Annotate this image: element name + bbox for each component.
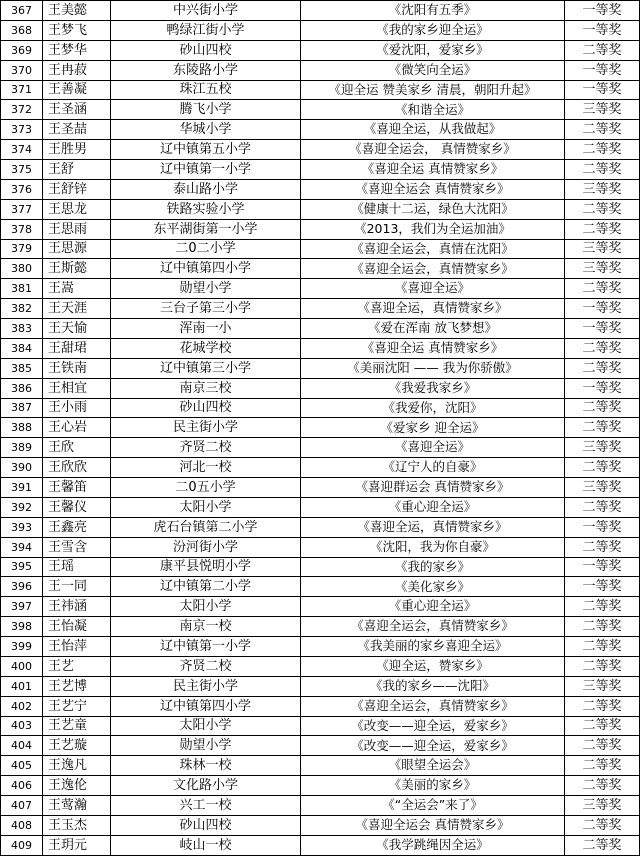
work-title-cell: 《喜迎全运，从我做起》 [301, 120, 565, 140]
work-title-cell: 《美丽的家乡》 [301, 776, 565, 796]
student-name-cell: 王欣 [43, 438, 111, 458]
serial-number-cell: 369 [1, 40, 43, 60]
table-row [1, 716, 640, 736]
table-row [1, 20, 640, 40]
student-name-cell: 王胜男 [43, 140, 111, 160]
work-title-cell: 《微笑向全运》 [301, 60, 565, 80]
school-cell: 中兴街小学 [111, 1, 301, 21]
award-level-cell: 二等奖 [565, 358, 640, 378]
table-row [1, 279, 640, 299]
award-level-cell: 三等奖 [565, 239, 640, 259]
work-title-cell: 《喜迎全运，真情赞家乡》 [301, 299, 565, 319]
serial-number-cell: 403 [1, 716, 43, 736]
serial-number-cell: 375 [1, 160, 43, 180]
work-title-cell: 《我爱你，沈阳》 [301, 398, 565, 418]
serial-number-cell: 387 [1, 398, 43, 418]
student-name-cell: 王艺 [43, 656, 111, 676]
award-level-cell: 一等奖 [565, 517, 640, 537]
school-cell: 砂山四校 [111, 40, 301, 60]
work-title-cell: 《爱在浑南 放飞梦想》 [301, 319, 565, 339]
serial-number-cell: 396 [1, 577, 43, 597]
work-title-cell: 《我的家乡——沈阳》 [301, 676, 565, 696]
school-cell: 辽中镇第一小学 [111, 160, 301, 180]
work-title-cell: 《喜迎全运会 真情赞家乡》 [301, 179, 565, 199]
work-title-cell: 《喜迎全运》 [301, 438, 565, 458]
award-level-cell: 三等奖 [565, 100, 640, 120]
table-row [1, 517, 640, 537]
school-cell: 花城学校 [111, 338, 301, 358]
work-title-cell: 《喜迎全运会 真情赞家乡》 [301, 815, 565, 835]
award-level-cell: 一等奖 [565, 60, 640, 80]
table-row [1, 338, 640, 358]
student-name-cell: 王馨笛 [43, 478, 111, 498]
work-title-cell: 《重心迎全运》 [301, 497, 565, 517]
student-name-cell: 王冉菽 [43, 60, 111, 80]
work-title-cell: 《我爱我家乡》 [301, 378, 565, 398]
work-title-cell: 《沈阳有五季》 [301, 1, 565, 21]
school-cell: 民主街小学 [111, 676, 301, 696]
school-cell: 珠林一校 [111, 756, 301, 776]
serial-number-cell: 373 [1, 120, 43, 140]
work-title-cell: 《美丽沈阳 —— 我为你骄傲》 [301, 358, 565, 378]
serial-number-cell: 385 [1, 358, 43, 378]
table-row [1, 358, 640, 378]
serial-number-cell: 391 [1, 478, 43, 498]
serial-number-cell: 408 [1, 815, 43, 835]
student-name-cell: 王天愉 [43, 319, 111, 339]
serial-number-cell: 368 [1, 20, 43, 40]
student-name-cell: 王铁南 [43, 358, 111, 378]
award-level-cell: 二等奖 [565, 497, 640, 517]
student-name-cell: 王鑫亮 [43, 517, 111, 537]
award-level-cell: 一等奖 [565, 319, 640, 339]
serial-number-cell: 381 [1, 279, 43, 299]
school-cell: 齐贤二校 [111, 438, 301, 458]
student-name-cell: 王莺瀚 [43, 796, 111, 816]
table-row [1, 835, 640, 855]
student-name-cell: 王思雨 [43, 219, 111, 239]
school-cell: 二0二小学 [111, 239, 301, 259]
serial-number-cell: 390 [1, 458, 43, 478]
table-row [1, 756, 640, 776]
school-cell: 文化路小学 [111, 776, 301, 796]
table-row [1, 120, 640, 140]
student-name-cell: 王瑶 [43, 557, 111, 577]
table-row [1, 557, 640, 577]
work-title-cell: 《重心迎全运》 [301, 597, 565, 617]
work-title-cell: 《我的家乡迎全运》 [301, 20, 565, 40]
table-row [1, 776, 640, 796]
table-row [1, 40, 640, 60]
school-cell: 砂山四校 [111, 398, 301, 418]
award-level-cell: 二等奖 [565, 160, 640, 180]
award-level-cell: 二等奖 [565, 418, 640, 438]
work-title-cell: 《“全运会”来了》 [301, 796, 565, 816]
serial-number-cell: 367 [1, 1, 43, 21]
table-row [1, 319, 640, 339]
work-title-cell: 《喜迎群运会 真情赞家乡》 [301, 478, 565, 498]
work-title-cell: 《我的家乡》 [301, 557, 565, 577]
award-level-cell: 三等奖 [565, 796, 640, 816]
school-cell: 东陵路小学 [111, 60, 301, 80]
student-name-cell: 王相宜 [43, 378, 111, 398]
school-cell: 东平湖街第一小学 [111, 219, 301, 239]
serial-number-cell: 383 [1, 319, 43, 339]
work-title-cell: 《2013，我们为全运加油》 [301, 219, 565, 239]
school-cell: 南京三校 [111, 378, 301, 398]
award-level-cell: 二等奖 [565, 279, 640, 299]
award-level-cell: 二等奖 [565, 656, 640, 676]
student-name-cell: 王玉杰 [43, 815, 111, 835]
school-cell: 辽中镇第二小学 [111, 577, 301, 597]
serial-number-cell: 372 [1, 100, 43, 120]
student-name-cell: 王梦华 [43, 40, 111, 60]
award-level-cell: 三等奖 [565, 179, 640, 199]
serial-number-cell: 371 [1, 80, 43, 100]
table-row [1, 219, 640, 239]
table-row [1, 458, 640, 478]
school-cell: 虎石台镇第二小学 [111, 517, 301, 537]
school-cell: 浑南一小 [111, 319, 301, 339]
work-title-cell: 《和谐全运》 [301, 100, 565, 120]
serial-number-cell: 400 [1, 656, 43, 676]
table-row [1, 259, 640, 279]
student-name-cell: 王思龙 [43, 199, 111, 219]
table-row [1, 656, 640, 676]
award-level-cell: 二等奖 [565, 398, 640, 418]
serial-number-cell: 402 [1, 696, 43, 716]
school-cell: 民主街小学 [111, 418, 301, 438]
serial-number-cell: 395 [1, 557, 43, 577]
award-level-cell: 二等奖 [565, 40, 640, 60]
serial-number-cell: 388 [1, 418, 43, 438]
school-cell: 砂山四校 [111, 815, 301, 835]
table-row [1, 160, 640, 180]
award-level-cell: 三等奖 [565, 478, 640, 498]
serial-number-cell: 394 [1, 537, 43, 557]
student-name-cell: 王思源 [43, 239, 111, 259]
table-row [1, 796, 640, 816]
student-name-cell: 王逸凡 [43, 756, 111, 776]
table-row [1, 736, 640, 756]
award-level-cell: 二等奖 [565, 815, 640, 835]
table-body [1, 1, 640, 856]
work-title-cell: 《爱家乡 迎全运》 [301, 418, 565, 438]
school-cell: 辽中镇第四小学 [111, 259, 301, 279]
award-level-cell: 二等奖 [565, 120, 640, 140]
student-name-cell: 王一同 [43, 577, 111, 597]
work-title-cell: 《健康十二运，绿色大沈阳》 [301, 199, 565, 219]
school-cell: 辽中镇第四小学 [111, 696, 301, 716]
serial-number-cell: 397 [1, 597, 43, 617]
award-level-cell: 二等奖 [565, 219, 640, 239]
school-cell: 珠江五校 [111, 80, 301, 100]
award-level-cell: 二等奖 [565, 756, 640, 776]
school-cell: 太阳小学 [111, 716, 301, 736]
serial-number-cell: 405 [1, 756, 43, 776]
award-level-cell: 一等奖 [565, 20, 640, 40]
table-row [1, 438, 640, 458]
serial-number-cell: 392 [1, 497, 43, 517]
serial-number-cell: 401 [1, 676, 43, 696]
table-row [1, 378, 640, 398]
table-row [1, 60, 640, 80]
school-cell: 勋望小学 [111, 736, 301, 756]
award-level-cell: 一等奖 [565, 557, 640, 577]
table-row [1, 478, 640, 498]
student-name-cell: 王怡萍 [43, 637, 111, 657]
student-name-cell: 王馨仪 [43, 497, 111, 517]
work-title-cell: 《我学跳绳因全运》 [301, 835, 565, 855]
work-title-cell: 《迎全运，赞家乡》 [301, 656, 565, 676]
serial-number-cell: 386 [1, 378, 43, 398]
school-cell: 辽中镇第三小学 [111, 358, 301, 378]
school-cell: 河北一校 [111, 458, 301, 478]
award-level-cell: 一等奖 [565, 577, 640, 597]
work-title-cell: 《喜迎全运会，真情赞家乡》 [301, 259, 565, 279]
serial-number-cell: 379 [1, 239, 43, 259]
school-cell: 南京一校 [111, 617, 301, 637]
school-cell: 三台子第三小学 [111, 299, 301, 319]
student-name-cell: 王甜珺 [43, 338, 111, 358]
student-name-cell: 王天涯 [43, 299, 111, 319]
school-cell: 辽中镇第五小学 [111, 140, 301, 160]
award-level-cell: 二等奖 [565, 716, 640, 736]
work-title-cell: 《喜迎全运会，真情赞家乡》 [301, 696, 565, 716]
student-name-cell: 王艺童 [43, 716, 111, 736]
work-title-cell: 《眼望全运会》 [301, 756, 565, 776]
table-row [1, 696, 640, 716]
school-cell: 勋望小学 [111, 279, 301, 299]
award-level-cell: 二等奖 [565, 617, 640, 637]
serial-number-cell: 376 [1, 179, 43, 199]
serial-number-cell: 380 [1, 259, 43, 279]
serial-number-cell: 399 [1, 637, 43, 657]
work-title-cell: 《喜迎全运会，真情赞家乡》 [301, 617, 565, 637]
serial-number-cell: 398 [1, 617, 43, 637]
award-level-cell: 二等奖 [565, 597, 640, 617]
table-row [1, 418, 640, 438]
school-cell: 兴工一校 [111, 796, 301, 816]
award-level-cell: 三等奖 [565, 259, 640, 279]
school-cell: 华城小学 [111, 120, 301, 140]
award-level-cell: 一等奖 [565, 299, 640, 319]
school-cell: 辽中镇第一小学 [111, 637, 301, 657]
table-row [1, 100, 640, 120]
table-row [1, 239, 640, 259]
student-name-cell: 王欣欣 [43, 458, 111, 478]
table-row [1, 299, 640, 319]
award-level-cell: 二等奖 [565, 458, 640, 478]
work-title-cell: 《喜迎全运会，真情在沈阳》 [301, 239, 565, 259]
table-row [1, 199, 640, 219]
work-title-cell: 《美化家乡》 [301, 577, 565, 597]
work-title-cell: 《改变——迎全运，爱家乡》 [301, 716, 565, 736]
serial-number-cell: 374 [1, 140, 43, 160]
award-level-cell: 三等奖 [565, 438, 640, 458]
student-name-cell: 王艺璇 [43, 736, 111, 756]
school-cell: 太阳小学 [111, 597, 301, 617]
table-row [1, 577, 640, 597]
student-name-cell: 王艺博 [43, 676, 111, 696]
student-name-cell: 王梦飞 [43, 20, 111, 40]
award-level-cell: 一等奖 [565, 1, 640, 21]
serial-number-cell: 370 [1, 60, 43, 80]
student-name-cell: 王雪含 [43, 537, 111, 557]
student-name-cell: 王圣喆 [43, 120, 111, 140]
serial-number-cell: 404 [1, 736, 43, 756]
student-name-cell: 王舒锌 [43, 179, 111, 199]
student-name-cell: 王嵩 [43, 279, 111, 299]
table-row [1, 597, 640, 617]
school-cell: 泰山路小学 [111, 179, 301, 199]
work-title-cell: 《爱沈阳，爱家乡》 [301, 40, 565, 60]
award-level-cell: 二等奖 [565, 140, 640, 160]
school-cell: 腾飞小学 [111, 100, 301, 120]
award-level-cell: 二等奖 [565, 338, 640, 358]
school-cell: 汾河街小学 [111, 537, 301, 557]
serial-number-cell: 377 [1, 199, 43, 219]
student-name-cell: 王斯懿 [43, 259, 111, 279]
work-title-cell: 《沈阳，我为你自豪》 [301, 537, 565, 557]
serial-number-cell: 407 [1, 796, 43, 816]
table-row [1, 537, 640, 557]
serial-number-cell: 406 [1, 776, 43, 796]
serial-number-cell: 382 [1, 299, 43, 319]
serial-number-cell: 393 [1, 517, 43, 537]
table-row [1, 179, 640, 199]
school-cell: 铁路实验小学 [111, 199, 301, 219]
serial-number-cell: 378 [1, 219, 43, 239]
work-title-cell: 《喜迎全运，真情赞家乡》 [301, 517, 565, 537]
work-title-cell: 《喜迎全运会， 真情赞家乡》 [301, 140, 565, 160]
work-title-cell: 《喜迎全运 真情赞家乡》 [301, 338, 565, 358]
school-cell: 岐山一校 [111, 835, 301, 855]
student-name-cell: 王圣涵 [43, 100, 111, 120]
student-name-cell: 王舒 [43, 160, 111, 180]
student-name-cell: 王善凝 [43, 80, 111, 100]
work-title-cell: 《喜迎全运 真情赞家乡》 [301, 160, 565, 180]
work-title-cell: 《改变——迎全运，爱家乡》 [301, 736, 565, 756]
student-name-cell: 王心岩 [43, 418, 111, 438]
student-name-cell: 王怡凝 [43, 617, 111, 637]
school-cell: 二0五小学 [111, 478, 301, 498]
serial-number-cell: 409 [1, 835, 43, 855]
table-row [1, 815, 640, 835]
work-title-cell: 《喜迎全运》 [301, 279, 565, 299]
table-row [1, 398, 640, 418]
student-name-cell: 王玥元 [43, 835, 111, 855]
table-row [1, 676, 640, 696]
award-level-cell: 二等奖 [565, 696, 640, 716]
student-name-cell: 王祎涵 [43, 597, 111, 617]
table-row [1, 1, 640, 21]
school-cell: 康平县悦明小学 [111, 557, 301, 577]
student-name-cell: 王艺宁 [43, 696, 111, 716]
award-level-cell: 一等奖 [565, 80, 640, 100]
student-name-cell: 王小雨 [43, 398, 111, 418]
table-row [1, 497, 640, 517]
work-title-cell: 《迎全运 赞美家乡 清晨，朝阳升起》 [301, 80, 565, 100]
school-cell: 齐贤二校 [111, 656, 301, 676]
table-row [1, 637, 640, 657]
table-row [1, 140, 640, 160]
award-level-cell: 二等奖 [565, 199, 640, 219]
serial-number-cell: 384 [1, 338, 43, 358]
work-title-cell: 《辽宁人的自豪》 [301, 458, 565, 478]
award-level-cell: 一等奖 [565, 378, 640, 398]
award-level-cell: 二等奖 [565, 835, 640, 855]
award-level-cell: 二等奖 [565, 537, 640, 557]
school-cell: 鸭绿江街小学 [111, 20, 301, 40]
work-title-cell: 《我美丽的家乡喜迎全运》 [301, 637, 565, 657]
student-name-cell: 王逸伦 [43, 776, 111, 796]
serial-number-cell: 389 [1, 438, 43, 458]
award-level-cell: 二等奖 [565, 776, 640, 796]
award-level-cell: 三等奖 [565, 676, 640, 696]
student-name-cell: 王美懿 [43, 1, 111, 21]
table-row [1, 80, 640, 100]
school-cell: 太阳小学 [111, 497, 301, 517]
award-level-cell: 二等奖 [565, 637, 640, 657]
table-row [1, 617, 640, 637]
award-level-cell: 二等奖 [565, 736, 640, 756]
